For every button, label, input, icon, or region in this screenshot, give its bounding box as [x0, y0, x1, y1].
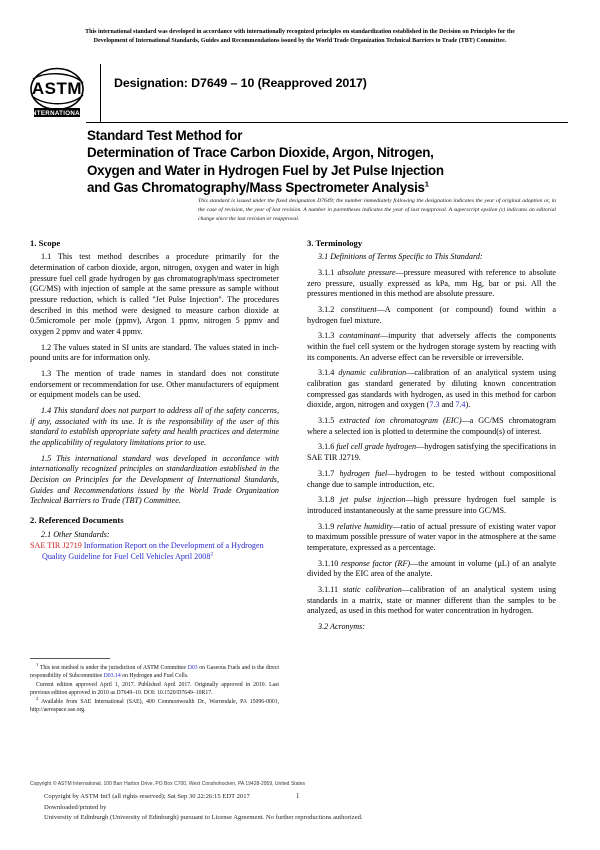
license-line-1: Copyright by ASTM Int'l (all rights reserved); Sat Sep 30 22:26:15 EDT 2017 [44, 793, 250, 800]
referenced-documents-subheading: 2.1 Other Standards: [41, 530, 110, 540]
definition-3-1-11: —calibration of an analytical system using standards in a matrix, state or manner different than the samples to be analyzed, as used in this method for water concentration in hydrogen. [307, 585, 557, 616]
cross-ref-link-7-4[interactable]: 7.4 [455, 400, 466, 410]
title-line-2: Determination of Trace Carbon Dioxide, Argon, Nitrogen, [87, 145, 434, 161]
definition-3-1-4-part-b: and [439, 400, 456, 410]
license-block [44, 792, 564, 824]
term-3-1-9: relative humidity [336, 521, 393, 531]
title-line-1: Standard Test Method for [87, 128, 243, 143]
left-column [30, 238, 279, 563]
term-number-3-1-7: 3.1.7 [318, 468, 340, 478]
title-divider [86, 122, 568, 123]
footnote-divider [30, 658, 110, 659]
paragraph-3-1-2 [307, 305, 556, 326]
footnote-1-edition: Current edition approved April 1, 2017. Published April 2017. Originally approved in 2010. Last previous edition approved in 2010 as D7649–10. DOI: 10.1520/D7649–10R17. [30, 681, 279, 697]
footnote-1-part-a: This test method is under the jurisdiction of ASTM Committee [39, 665, 188, 671]
svg-text:ASTM: ASTM [31, 79, 83, 98]
term-3-1-6: fuel cell grade hydrogen [336, 442, 417, 452]
definition-3-1-4-part-a: —calibration of an analytical system using calibration gas standard generated by diluting known concentration compressed gas standards with hydrogen, as used in this method for carbon dioxide, argon, nitrogen and oxygen ( [307, 368, 557, 410]
definition-3-1-10: —the amount in volume (µL) of an analyte divided by the EIC area of the analyte. [307, 558, 556, 579]
footnote-1-link-d03[interactable]: D03 [187, 665, 198, 671]
term-3-1-11: static calibration [343, 585, 402, 594]
paragraph-3-1-11 [307, 585, 556, 617]
footnotes [30, 664, 279, 715]
definition-3-1-9: —ratio of actual pressure of existing water vapor to maximum possible pressure of water vapor in the atmosphere at the same temperature, expressed as a percentage. [307, 521, 557, 552]
tbt-notice [33, 28, 567, 47]
term-3-1-10: response factor (RF) [341, 558, 411, 568]
paragraph-3-1-10 [307, 559, 556, 580]
paragraph-1-2: 1.2 The values stated in SI units are standard. The values stated in inch-pound units are for information only. [30, 342, 279, 363]
term-number-3-1-5: 3.1.5 [318, 416, 340, 426]
tbt-notice-line-1: This international standard was developed in accordance with internationally recognized principles on standardization established in the Decision on Principles for the [85, 29, 515, 35]
term-number-3-1-4: 3.1.4 [318, 368, 339, 378]
title-line-4 [87, 179, 557, 196]
paragraph-3-1-7 [307, 469, 556, 490]
term-number-3-1-1: 3.1.1 [318, 268, 338, 278]
paragraph-3-1-9 [307, 522, 556, 554]
footnote-1-marker: 1 [36, 662, 39, 668]
page-title [87, 127, 557, 197]
reference-title[interactable]: Information Report on the Development of a Hydrogen Quality Guideline for Fuel Cell Vehicles April 2008 [42, 541, 264, 561]
definition-3-1-3: —impurity that adversely affects the components within the fuel cell system or the hydrogen storage system by reacting with its components. An adverse effect can be reversible or irreversible. [307, 331, 556, 362]
footnote-2-text: Available from SAE International (SAE), 400 Commonwealth Dr., Warrendale, PA 15096-0001, http://aerospace.sae.org. [30, 698, 280, 714]
paragraph-1-4: 1.4 This standard does not purport to address all of the safety concerns, if any, associated with its use. It is the responsibility of the user of this standard to establish appropriate safety and health practices and determine the applicability of regulatory limitations prior to use. [30, 405, 279, 447]
copyright-line: Copyright © ASTM International, 100 Barr Harbor Drive, PO Box C700, West Conshohocken, PA 19428-2959, United States [30, 781, 306, 787]
definition-3-1-4-part-c: ). [465, 400, 471, 410]
definition-3-1-2: —A component (or compound) found within a hydrogen fuel mixture. [307, 305, 556, 325]
paragraph-3-1: 3.1 Definitions of Terms Specific to This Standard: [318, 252, 483, 262]
paragraph-3-1-6 [307, 442, 556, 463]
right-column [307, 238, 556, 633]
designation-text: Designation: D7649 – 10 (Reapproved 2017) [114, 76, 367, 90]
footnote-1 [30, 664, 279, 681]
paragraph-3-1-4 [307, 368, 556, 411]
term-number-3-1-9: 3.1.9 [318, 521, 337, 531]
section-heading-terminology: 3. Terminology [307, 238, 363, 248]
definition-3-1-1: —pressure measured with reference to absolute zero pressure, usually expressed as kPa, mm Hg, bar or psi. All the pressures mentioned in this method are absolute pressure. [307, 268, 557, 299]
paragraph-1-5: 1.5 This international standard was developed in accordance with internationally recognized principles on standardization established in the Decision on Principles for the Development of International Standards, Guides and Recommendations issued by the World Trade Organization Technical Barriers to Trade (TBT) Committee. [30, 453, 279, 506]
paragraph-3-1-5 [307, 416, 556, 437]
reference-code[interactable]: SAE TIR J2719 [30, 541, 82, 551]
designation-row [28, 64, 568, 122]
definition-3-1-5: —a GC/MS chromatogram where a selected ion is plotted to determine the compound(s) of interest. [307, 416, 557, 436]
term-3-1-8: jet pulse injection [340, 495, 406, 505]
issue-note: This standard is issued under the fixed designation D7649; the number immediately following the designation indicates the year of original adoption or, in the case of revision, the year of last revision. A number in parentheses indicates the year of last reapproval. A superscript epsilon (ε) indicates an editorial change since the last revision or reapproval. [198, 198, 556, 223]
term-number-3-1-10: 3.1.10 [318, 558, 342, 568]
footnote-2-marker: 2 [36, 695, 39, 701]
reference-item[interactable] [30, 541, 279, 562]
reference-footnote-marker: 2 [210, 551, 214, 558]
vertical-divider [100, 64, 101, 122]
term-number-3-1-11: 3.1.11 [318, 585, 344, 594]
term-3-1-5: extracted ion chromatogram (EIC) [339, 416, 462, 426]
paragraph-3-1-8 [307, 495, 556, 516]
term-3-1-2: constituent [340, 305, 377, 315]
footnote-1-part-b: on Gaseous Fuels and is the direct responsibility of Subcommittee [30, 665, 279, 680]
tbt-notice-line-2: Development of International Standards, Guides and Recommendations issued by the World Trade Organization Technical Barriers to Trade (TBT) Committee. [93, 38, 507, 45]
license-line-3: University of Edinburgh (University of Edinburgh) pursuant to License Agreement. No further reproductions authorized. [44, 814, 363, 822]
term-3-1-4: dynamic calibration [338, 368, 407, 378]
term-number-3-1-8: 3.1.8 [318, 495, 341, 505]
term-3-1-3: contaminant [339, 331, 381, 341]
paragraph-3-2: 3.2 Acronyms: [318, 622, 365, 632]
astm-logo [28, 66, 90, 120]
referenced-documents-block [30, 530, 279, 562]
title-line-4-text: and Gas Chromatography/Mass Spectrometer Analysis [87, 180, 425, 196]
section-heading-referenced-documents: 2. Referenced Documents [30, 514, 124, 525]
cross-ref-link-7-3[interactable]: 7.3 [429, 400, 440, 410]
definition-3-1-6: —hydrogen satisfying the specifications in SAE TIR J2719. [307, 442, 556, 463]
section-heading-scope: 1. Scope [30, 238, 61, 248]
paragraph-1-3: 1.3 The mention of trade names in standard does not constitute endorsement or recommendation for use. Other manufacturers of equipment or equipment models can be used. [30, 368, 279, 400]
term-number-3-1-6: 3.1.6 [318, 442, 337, 452]
license-line-2: Downloaded/printed by [44, 803, 107, 811]
paragraph-3-1-3 [307, 331, 556, 363]
footnote-2 [30, 695, 280, 715]
footnote-1-part-c: on Hydrogen and Fuel Cells. [120, 673, 189, 680]
term-3-1-7: hydrogen fuel [339, 468, 388, 478]
definition-3-1-7: —hydrogen to be tested without compositional change due to sample introduction, etc. [307, 468, 557, 489]
title-footnote-marker: 1 [424, 179, 429, 189]
svg-text:INTERNATIONAL: INTERNATIONAL [30, 110, 84, 118]
page-number: 1 [296, 793, 300, 800]
term-number-3-1-2: 3.1.2 [318, 305, 341, 315]
footnote-1-link-d0314[interactable]: D03.14 [103, 673, 121, 680]
term-3-1-1: absolute pressure [337, 268, 396, 278]
paragraph-1-1: 1.1 This test method describes a procedure primarily for the determination of carbon dioxide, argon, nitrogen, oxygen and water in high pressure fuel cell grade hydrogen by gas chromatograph/mass spectrometer (GC/MS) with injection of sample at the same pressure as sample without pressure reduction, which is called "Jet Pulse Injection". The procedures described in this method were designed to measure carbon dioxide at 0.5micromole per mole (ppmv), Argon 1 ppmv, nitrogen 5 ppmv and oxygen 2 ppmv and water 4 ppmv. [30, 252, 279, 336]
definition-3-1-8: —high pressure hydrogen fuel sample is introduced instantaneously at the same pressure into GC/MS. [307, 495, 557, 515]
paragraph-3-1-1 [307, 268, 556, 300]
term-number-3-1-3: 3.1.3 [318, 331, 340, 341]
title-line-3: Oxygen and Water in Hydrogen Fuel by Jet Pulse Injection [87, 162, 444, 178]
